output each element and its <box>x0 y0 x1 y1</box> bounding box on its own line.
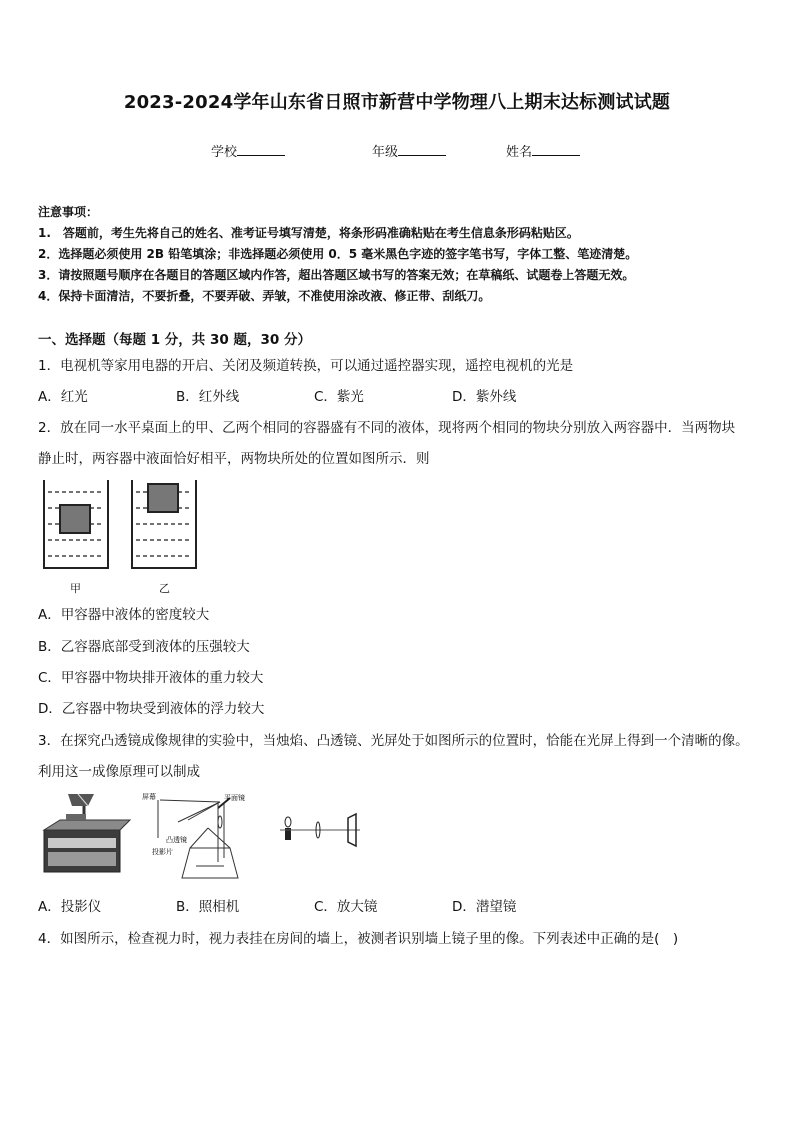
q2-option-b[interactable]: B．乙容器底部受到液体的压强较大 <box>38 639 250 655</box>
label-slide: 投影片 <box>152 848 173 856</box>
q1-option-b[interactable]: B．红外线 <box>176 389 240 405</box>
label-jia: 甲 <box>70 582 81 595</box>
label-plane-mirror: 平面镜 <box>224 794 245 802</box>
name-label: 姓名 <box>506 145 533 160</box>
question-2-stem-line1: 2．放在同一水平桌面上的甲、乙两个相同的容器盛有不同的液体，现将两个相同的物块分别放入两容器中．当两物块 <box>38 420 736 436</box>
container-yi <box>132 480 196 568</box>
name-blank[interactable] <box>532 143 580 156</box>
school-blank[interactable] <box>237 143 285 156</box>
container-jia <box>44 480 108 568</box>
notice-item: 1. 答题前，考生先将自己的姓名、准考证号填写清楚，将条形码准确粘贴在考生信息条形码粘贴区。 <box>38 226 579 240</box>
notice-item: 2．选择题必须使用 2B 铅笔填涂；非选择题必须使用 0．5 毫米黑色字迹的签字笔书写，字体工整、笔迹清楚。 <box>38 247 638 261</box>
question-3-stem-line2: 利用这一成像原理可以制成 <box>38 764 200 780</box>
q2-option-a[interactable]: A．甲容器中液体的密度较大 <box>38 607 210 623</box>
notice-item: 3．请按照题号顺序在各题目的答题区域内作答，超出答题区域书写的答案无效；在草稿纸、试题卷上答题无效。 <box>38 268 635 282</box>
q3-option-c[interactable]: C．放大镜 <box>314 899 378 915</box>
q1-option-a[interactable]: A．红光 <box>38 389 88 405</box>
label-convex-lens: 凸透镜 <box>166 836 187 844</box>
q1-option-c[interactable]: C．紫光 <box>314 389 364 405</box>
q2-option-c[interactable]: C．甲容器中物块排开液体的重力较大 <box>38 670 264 686</box>
question-2-stem-line2: 静止时，两容器中液面恰好相平，两物块所处的位置如图所示．则 <box>38 451 430 467</box>
q3-option-a[interactable]: A．投影仪 <box>38 899 102 915</box>
label-screen: 屏幕 <box>142 793 156 801</box>
grade-label: 年级 <box>372 145 399 160</box>
question-3-stem-line1: 3．在探究凸透镜成像规律的实验中，当烛焰、凸透镜、光屏处于如图所示的位置时，恰能在光屏上得到一个清晰的像。 <box>38 733 749 749</box>
containers-figure <box>40 476 210 596</box>
projector-image <box>38 790 128 880</box>
question-1-stem: 1．电视机等家用电器的开启、关闭及频道转换，可以通过遥控器实现，遥控电视机的光是 <box>38 358 574 374</box>
grade-blank[interactable] <box>398 143 446 156</box>
notice-item: 4．保持卡面清洁，不要折叠，不要弄破、弄皱，不准使用涂改液、修正带、刮纸刀。 <box>38 289 491 303</box>
block-in-yi <box>148 484 178 512</box>
school-label: 学校 <box>211 145 238 160</box>
q3-option-b[interactable]: B．照相机 <box>176 899 240 915</box>
q2-option-d[interactable]: D．乙容器中物块受到液体的浮力较大 <box>38 701 265 717</box>
section-heading: 一、选择题（每题 1 分，共 30 题，30 分） <box>38 332 311 348</box>
school-field[interactable] <box>211 141 285 160</box>
label-yi: 乙 <box>159 582 170 595</box>
optical-bench-figure <box>280 812 370 848</box>
q1-option-d[interactable]: D．紫外线 <box>452 389 517 405</box>
question-4-stem: 4．如图所示，检查视力时，视力表挂在房间的墙上，被测者识别墙上镜子里的像。下列表述中正确的是( ) <box>38 931 679 947</box>
notice-heading: 注意事项： <box>38 205 99 219</box>
block-in-jia <box>60 505 90 533</box>
page-title: 2023-2024学年山东省日照市新营中学物理八上期末达标测试试题 <box>123 92 671 113</box>
q3-option-d[interactable]: D．潜望镜 <box>452 899 517 915</box>
name-field[interactable] <box>506 141 580 160</box>
projector-diagram <box>138 790 258 882</box>
grade-field[interactable] <box>372 141 446 160</box>
